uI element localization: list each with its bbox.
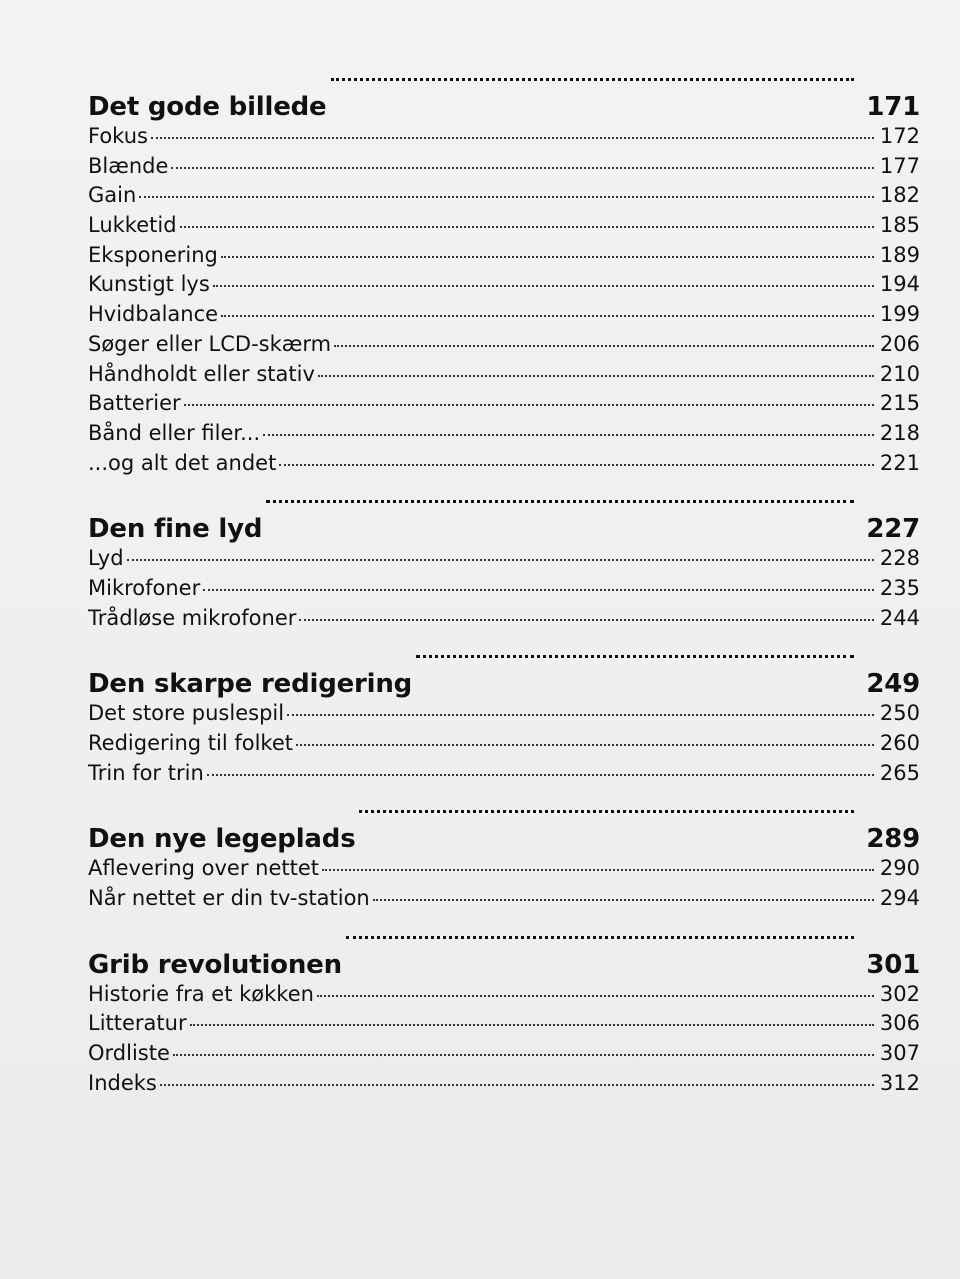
dot-leader	[334, 344, 874, 347]
entry-title: Hvidbalance	[88, 302, 219, 327]
toc-entry	[88, 980, 920, 1010]
chapter-heading	[88, 82, 920, 122]
toc-entry	[88, 270, 920, 300]
toc-entry	[88, 419, 920, 449]
entry-page-number: 177	[879, 153, 920, 178]
toc-entry	[88, 389, 920, 419]
toc-entry	[88, 300, 920, 330]
dot-leader	[318, 374, 874, 377]
chapter-title: Den skarpe redigering	[88, 669, 413, 700]
entry-title: Bånd eller filer...	[88, 420, 261, 445]
toc-entry	[88, 211, 920, 241]
entry-title: Fokus	[88, 124, 148, 148]
chapter-heading	[88, 504, 920, 544]
chapter-page-number: 301	[866, 949, 920, 980]
entry-page-number: 290	[879, 856, 920, 881]
entry-page-number: 189	[879, 242, 920, 267]
entry-title: Gain	[88, 183, 137, 208]
entry-title: ...og alt det andet	[88, 450, 277, 475]
entry-title: Lukketid	[88, 213, 177, 238]
entry-page-number: 194	[879, 272, 920, 297]
chapter-title: Grib revolutionen	[88, 949, 342, 980]
dot-leader	[346, 935, 854, 939]
dot-leader	[203, 588, 874, 591]
dot-leader	[299, 618, 874, 621]
dot-leader	[221, 255, 874, 258]
dot-leader	[184, 403, 874, 406]
entry-title: Kunstigt lys	[88, 272, 210, 297]
entry-title: Når nettet er din tv-station	[88, 886, 370, 911]
entry-page-number: 172	[879, 124, 920, 148]
dot-leader	[296, 743, 874, 746]
toc-entry	[88, 1039, 920, 1069]
entry-page-number: 228	[879, 546, 920, 571]
dot-leader	[221, 314, 874, 317]
entry-title: Mikrofoner	[88, 575, 201, 600]
toc-entry	[88, 604, 920, 634]
chapter-title: Den fine lyd	[88, 514, 263, 545]
dot-leader	[317, 994, 874, 997]
chapter-title: Den nye legeplads	[88, 824, 356, 855]
entry-title: Batterier	[88, 391, 181, 416]
dot-leader	[279, 463, 874, 466]
entry-page-number: 215	[879, 391, 920, 416]
toc-entry	[88, 884, 920, 914]
chapter-page-number: 171	[866, 92, 920, 122]
dot-leader	[207, 773, 874, 776]
chapter-heading	[88, 659, 920, 699]
entry-title: Lyd	[88, 546, 124, 571]
entry-page-number: 250	[879, 701, 920, 726]
toc-section	[88, 82, 920, 478]
chapter-title: Det gode billede	[88, 92, 327, 122]
entry-page-number: 199	[879, 302, 920, 327]
toc-entry	[88, 122, 920, 152]
entry-page-number: 218	[879, 420, 920, 445]
entry-page-number: 221	[879, 450, 920, 475]
entry-title: Aflevering over nettet	[88, 856, 319, 881]
entry-title: Eksponering	[88, 242, 218, 267]
entry-page-number: 206	[879, 331, 920, 356]
dot-leader	[180, 225, 874, 228]
toc-entry	[88, 544, 920, 574]
toc-entry	[88, 330, 920, 360]
entry-page-number: 302	[879, 981, 920, 1006]
toc-entry	[88, 699, 920, 729]
toc-entry	[88, 759, 920, 789]
entry-page-number: 182	[879, 183, 920, 208]
entry-title: Historie fra et køkken	[88, 981, 314, 1006]
entry-title: Indeks	[88, 1070, 157, 1095]
dot-leader	[416, 654, 854, 658]
toc-entry	[88, 449, 920, 479]
dot-leader	[359, 809, 854, 813]
dot-leader	[171, 166, 873, 169]
entry-page-number: 260	[879, 731, 920, 755]
entry-page-number: 185	[879, 213, 920, 238]
toc-entry	[88, 1009, 920, 1039]
entry-title: Trin for trin	[88, 760, 204, 785]
dot-leader	[287, 713, 874, 716]
chapter-page-number: 249	[866, 669, 920, 700]
toc-entry	[88, 1069, 920, 1099]
dot-leader	[266, 499, 854, 503]
dot-leader	[173, 1053, 874, 1056]
entry-title: Litteratur	[88, 1011, 187, 1036]
entry-title: Søger eller LCD-skærm	[88, 331, 332, 356]
dot-leader	[151, 136, 874, 139]
chapter-page-number: 227	[866, 514, 920, 545]
dot-leader	[190, 1023, 874, 1026]
entry-title: Ordliste	[88, 1041, 170, 1066]
dot-leader	[139, 195, 874, 198]
entry-page-number: 312	[879, 1070, 920, 1095]
toc-section	[88, 659, 920, 788]
toc-entry	[88, 181, 920, 211]
toc-entry	[88, 360, 920, 390]
toc-section	[88, 940, 920, 1099]
toc-entry	[88, 854, 920, 884]
entry-title: Trådløse mikrofoner	[88, 605, 297, 630]
chapter-heading	[88, 814, 920, 854]
entry-page-number: 294	[879, 886, 920, 911]
dot-leader	[213, 284, 874, 287]
chapter-heading	[88, 940, 920, 980]
dot-leader	[263, 433, 874, 436]
entry-page-number: 235	[879, 575, 920, 600]
chapter-page-number: 289	[866, 824, 920, 855]
toc-entry	[88, 574, 920, 604]
entry-title: Håndholdt eller stativ	[88, 361, 315, 386]
entry-page-number: 210	[879, 361, 920, 386]
toc-entry	[88, 152, 920, 182]
entry-page-number: 244	[879, 605, 920, 630]
entry-page-number: 265	[879, 760, 920, 785]
entry-page-number: 307	[879, 1041, 920, 1066]
entry-page-number: 306	[879, 1011, 920, 1036]
dot-leader	[322, 868, 874, 871]
toc-entry	[88, 241, 920, 271]
toc-entry	[88, 729, 920, 759]
dot-leader	[373, 898, 874, 901]
table-of-contents	[88, 82, 920, 1099]
dot-leader	[127, 558, 874, 561]
toc-section	[88, 504, 920, 633]
dot-leader	[331, 77, 855, 81]
dot-leader	[160, 1083, 874, 1086]
toc-section	[88, 814, 920, 913]
entry-title: Det store puslespil	[88, 701, 285, 726]
entry-title: Redigering til folket	[88, 731, 293, 755]
entry-title: Blænde	[88, 153, 169, 178]
